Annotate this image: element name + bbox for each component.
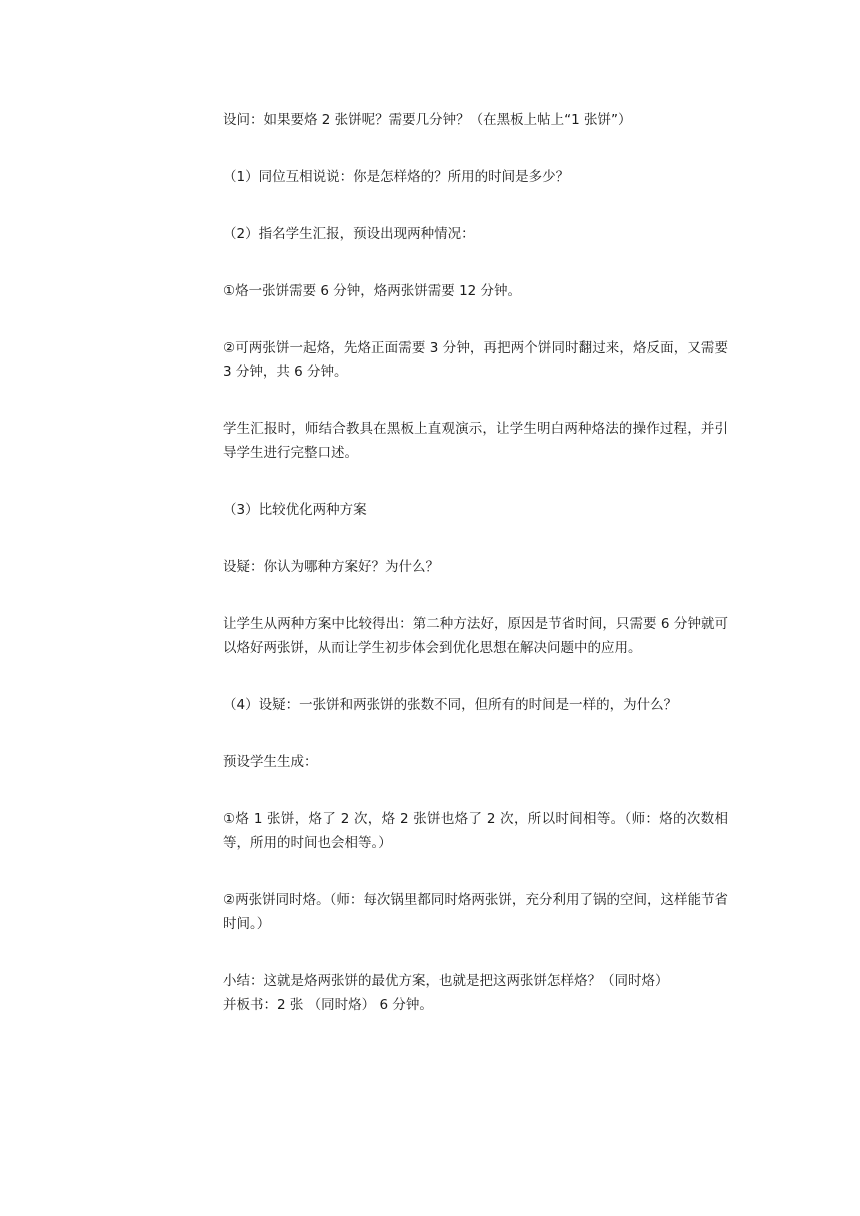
- paragraph-summary: [223, 969, 728, 1017]
- paragraph-step-4: （4）设疑：一张饼和两张饼的张数不同，但所有的时间是一样的，为什么？: [223, 697, 678, 713]
- paragraph-case-2: ②可两张饼一起烙，先烙正面需要 3 分钟，再把两个饼同时翻过来，烙反面，又需要 3 分钟，共 6 分钟。: [223, 340, 728, 380]
- summary-line-1: 小结：这就是烙两张饼的最优方案，也就是把这两张饼怎样烙？（同时烙）: [223, 973, 669, 989]
- paragraph-question: 设问：如果要烙 2 张饼呢？需要几分钟？（在黑板上帖上“1 张饼”）: [223, 112, 632, 128]
- paragraph-step-3: （3）比较优化两种方案: [223, 502, 367, 518]
- paragraph-question-2: 设疑：你认为哪种方案好？为什么？: [223, 559, 439, 575]
- summary-line-2: 并板书：2 张 （同时烙） 6 分钟。: [223, 997, 433, 1013]
- paragraph-expected-1: ①烙 1 张饼，烙了 2 次，烙 2 张饼也烙了 2 次，所以时间相等。（师：烙的次数相等，所用的时间也会相等。）: [223, 811, 728, 851]
- paragraph-expected: 预设学生生成：: [223, 754, 318, 770]
- paragraph-case-1: ①烙一张饼需要 6 分钟，烙两张饼需要 12 分钟。: [223, 283, 522, 299]
- paragraph-demonstration: 学生汇报时，师结合教具在黑板上直观演示，让学生明白两种烙法的操作过程，并引导学生进行完整口述。: [223, 421, 728, 461]
- paragraph-step-2: （2）指名学生汇报，预设出现两种情况：: [223, 226, 475, 242]
- paragraph-expected-2: ②两张饼同时烙。（师：每次锅里都同时烙两张饼，充分利用了锅的空间，这样能节省时间。）: [223, 892, 728, 932]
- paragraph-step-1: （1）同位互相说说：你是怎样烙的？所用的时间是多少？: [223, 169, 570, 185]
- paragraph-comparison: 让学生从两种方案中比较得出：第二种方法好，原因是节省时间，只需要 6 分钟就可以烙好两张饼，从而让学生初步体会到优化思想在解决问题中的应用。: [223, 616, 728, 656]
- document-body: [223, 108, 728, 1017]
